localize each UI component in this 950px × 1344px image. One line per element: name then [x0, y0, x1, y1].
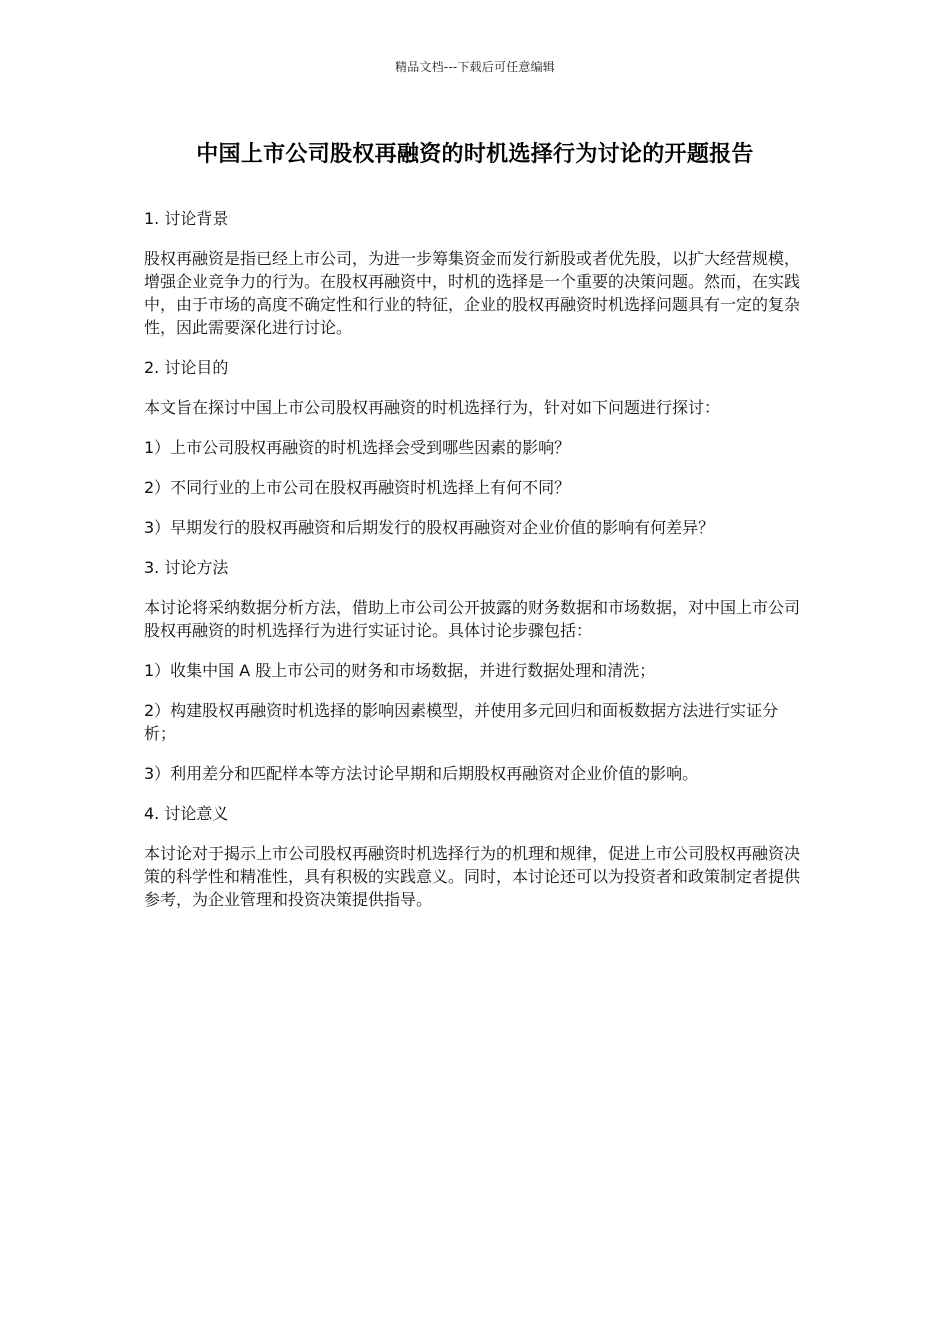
- document-title: 中国上市公司股权再融资的时机选择行为讨论的开题报告: [196, 142, 754, 167]
- page-header: 精品文档---下载后可任意编辑: [395, 60, 555, 74]
- section-heading-significance: 4. 讨论意义: [144, 804, 229, 823]
- document-body: [144, 207, 810, 928]
- paragraph-significance: 本讨论对于揭示上市公司股权再融资时机选择行为的机理和规律，促进上市公司股权再融资决策的科学性和精准性，具有积极的实践意义。同时，本讨论还可以为投资者和政策制定者提供参考，为企业管理和投资决策提供指导。: [144, 844, 801, 909]
- list-item-question-1: 1）上市公司股权再融资的时机选择会受到哪些因素的影响？: [144, 438, 571, 457]
- paragraph-purpose: 本文旨在探讨中国上市公司股权再融资的时机选择行为，针对如下问题进行探讨：: [144, 398, 721, 417]
- list-item-question-2: 2）不同行业的上市公司在股权再融资时机选择上有何不同？: [144, 478, 571, 497]
- list-item-question-3: 3）早期发行的股权再融资和后期发行的股权再融资对企业价值的影响有何差异？: [144, 518, 715, 537]
- list-item-step-3: 3）利用差分和匹配样本等方法讨论早期和后期股权再融资对企业价值的影响。: [144, 764, 699, 783]
- section-heading-purpose: 2. 讨论目的: [144, 358, 229, 377]
- paragraph-background: 股权再融资是指已经上市公司，为进一步筹集资金而发行新股或者优先股，以扩大经营规模，增强企业竞争力的行为。在股权再融资中，时机的选择是一个重要的决策问题。然而，在实践中，由于市场的高度不确定性和行业的特征，企业的股权再融资时机选择问题具有一定的复杂性，因此需要深化进行讨论。: [144, 249, 801, 337]
- list-item-step-1: 1）收集中国 A 股上市公司的财务和市场数据，并进行数据处理和清洗；: [144, 661, 656, 680]
- list-item-step-2: 2）构建股权再融资时机选择的影响因素模型，并使用多元回归和面板数据方法进行实证分析；: [144, 701, 779, 743]
- paragraph-method: 本讨论将采纳数据分析方法，借助上市公司公开披露的财务数据和市场数据，对中国上市公司股权再融资的时机选择行为进行实证讨论。具体讨论步骤包括：: [144, 598, 801, 640]
- section-heading-background: 1. 讨论背景: [144, 209, 229, 228]
- section-heading-method: 3. 讨论方法: [144, 558, 229, 577]
